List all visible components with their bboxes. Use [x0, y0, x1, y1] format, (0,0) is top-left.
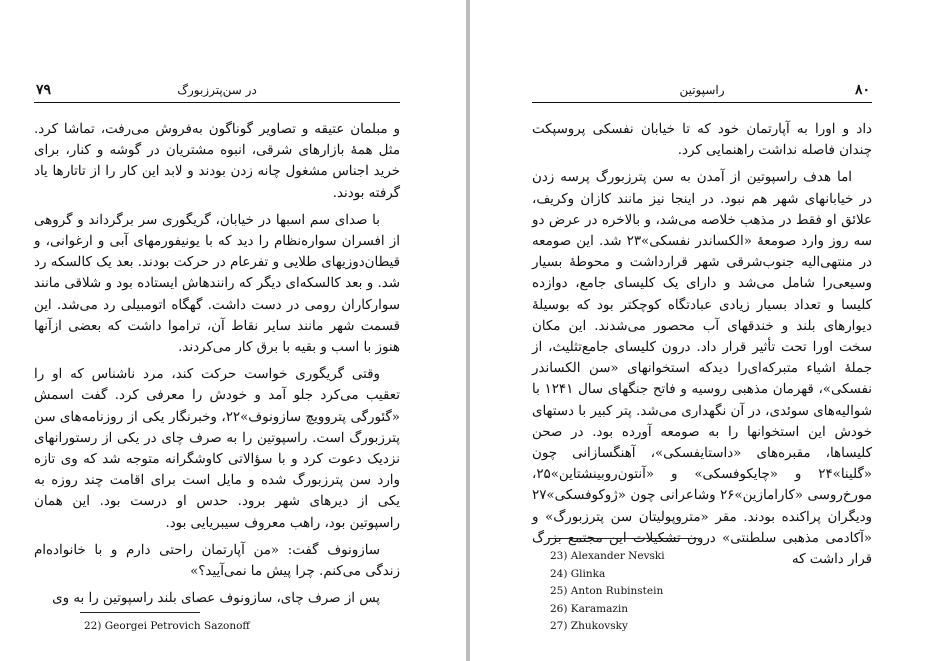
paragraph: با صدای سم اسبها در خیابان، گریگوری سر برگرداند و گروهی از افسران سواره‌نظام را دید که با یونیفورمهای آبی و ارغوانی، و قیطان‌دوزیهای طلایی و تفرعام در حرکت بودند. بعد یک کالسکه رد شد. و بعد کالسکه‌ای دیگر که رانندهاش ایستاده بود و شلاقی مانند سوارکاران رومی در دست داشت. گهگاه اتومبیلی رد می‌شد. این قسمت شهر مانند سایر نقاط آن، تراموا داشت که بعضی ازآنها هنوز با اسب و بقیه با برق کار می‌کردند. [34, 212, 400, 356]
left-page-number: ۷۹ [36, 82, 52, 98]
footnote: 22) Georgei Petrovich Sazonoff [84, 620, 250, 632]
footnote: 25) Anton Rubinstein [550, 585, 664, 597]
footnote-divider [548, 538, 698, 539]
paragraph: و مبلمان عتیقه و تصاویر گوناگون به‌فروش می‌رفت، تماشا کرد. مثل همهٔ بازارهای شرقی، انبوه مشتریان در گوشه و کنار، برای خرید اجناس مشغول چانه زدن بودند و لابد این کار را از تاتارها یاد گرفته بودند. [34, 122, 400, 201]
right-page [470, 0, 937, 661]
footnote-divider [80, 612, 200, 613]
footnote: 27) Zhukovsky [550, 620, 628, 632]
left-running-title: در سن‌پترزبورگ [177, 83, 257, 97]
paragraph: سازونوف گفت: «من آپارتمان راحتی دارم و با خانواده‌ام زندگی می‌کنم. چرا پیش ما نمی‌آیید؟» [34, 542, 400, 580]
paragraph: وقتی گریگوری خواست حرکت کند، مرد ناشناس که او را تعقیب می‌کرد جلو آمد و خودش را معرفی کرد. گفت اسمش «گئورگی پتروویچ سازونوف»۲۲، وخبرنگار یکی از روزنامه‌های سن پترزبورگ است. راسپوتین را به صرف چای در یکی از رستورانهای نزدیک دعوت کرد و با سؤالاتی کاوشگرانه متوجه شد که وی تازه وارد سن پترزبورگ شده و مایل است برای اقامت چند روزه به یکی از دیرهای شهر برود. حدس او درست بود. این همان راسپوتین بود، راهب معروف سیبریایی بود. [34, 367, 400, 531]
left-footnotes [84, 618, 250, 636]
right-page-body [532, 119, 872, 576]
paragraph: پس از صرف چای، سازونوف عصای بلند راسپوتین را به وی [52, 591, 380, 607]
footnote: 24) Glinka [550, 567, 606, 580]
right-page-number: ۸۰ [854, 82, 870, 98]
left-page-body [34, 119, 400, 615]
paragraph: داد و اورا به آپارتمان خود که تا خیابان نفسکی پروسپکت چندان فاصله نداشت راهنمایی کرد. [532, 122, 872, 159]
right-footnotes [550, 548, 665, 636]
paragraph: اما هدف راسپوتین از آمدن به سن پترزبورگ پرسه زدن در خیابانهای شهر هم نبود. در اینجا نیز مانند کازان وکریف، علائق او فقط در مذهب خلاصه می‌شد، و بالاخره در عرض دو سه روز وارد صومعهٔ «الکساندر نفسکی»۲۳ شد. این صومعه در منتهی‌الیه جنوب‌شرقی شهر قرارداشت و محوطهٔ بسیار وسیعی‌را شامل می‌شد و دارای یک کلیسای جامع، دوازده کلیسا و تعداد بسیار زیادی عبادتگاه کوچکتر بود که بوسیلهٔ دیوارهای بلند و خندقهای آب محصور می‌شدند. این مکان سخت اورا تحت تأثیر قرار داد. درون کلیسای جامع‌تثلیث، از جملهٔ اشیاء متبرکه‌ای‌را دیدکه استخوانهای «سن الکساندر نفسکی»، قهرمان مذهبی روسیه و فاتح جنگهای سال ۱۲۴۱ با شوالیه‌های سوئدی، در آن نگهداری می‌شد. پتر کبیر با دستهای خودش این استخوانها را به صومعه آورده بود. در صحن کلیساها، مقبره‌های «داستایفسکی»، آهنگسازانی چون «گلینا»۲۴ و «چایکوفسکی» و «آنتون‌روبینشتاین»۲۵، مورخ‌روسی «کارامازین»۲۶ وشاعرانی چون «ژوکوفسکی»۲۷ ودیگران پراکنده بودند. مقر «متروپولیتان سن پترزبورگ» و «آکادمی مذهبی سلطنتی» درون تشکیلات این مجتمع بزرگ قرار داشت که [532, 170, 872, 568]
right-running-title: راسپوتین [679, 83, 725, 97]
footnote: 26) Karamazin [550, 602, 629, 615]
left-page-header [34, 80, 400, 103]
right-page-header [532, 80, 872, 103]
left-page [0, 0, 466, 661]
footnote: 23) Alexander Nevski [550, 550, 665, 562]
